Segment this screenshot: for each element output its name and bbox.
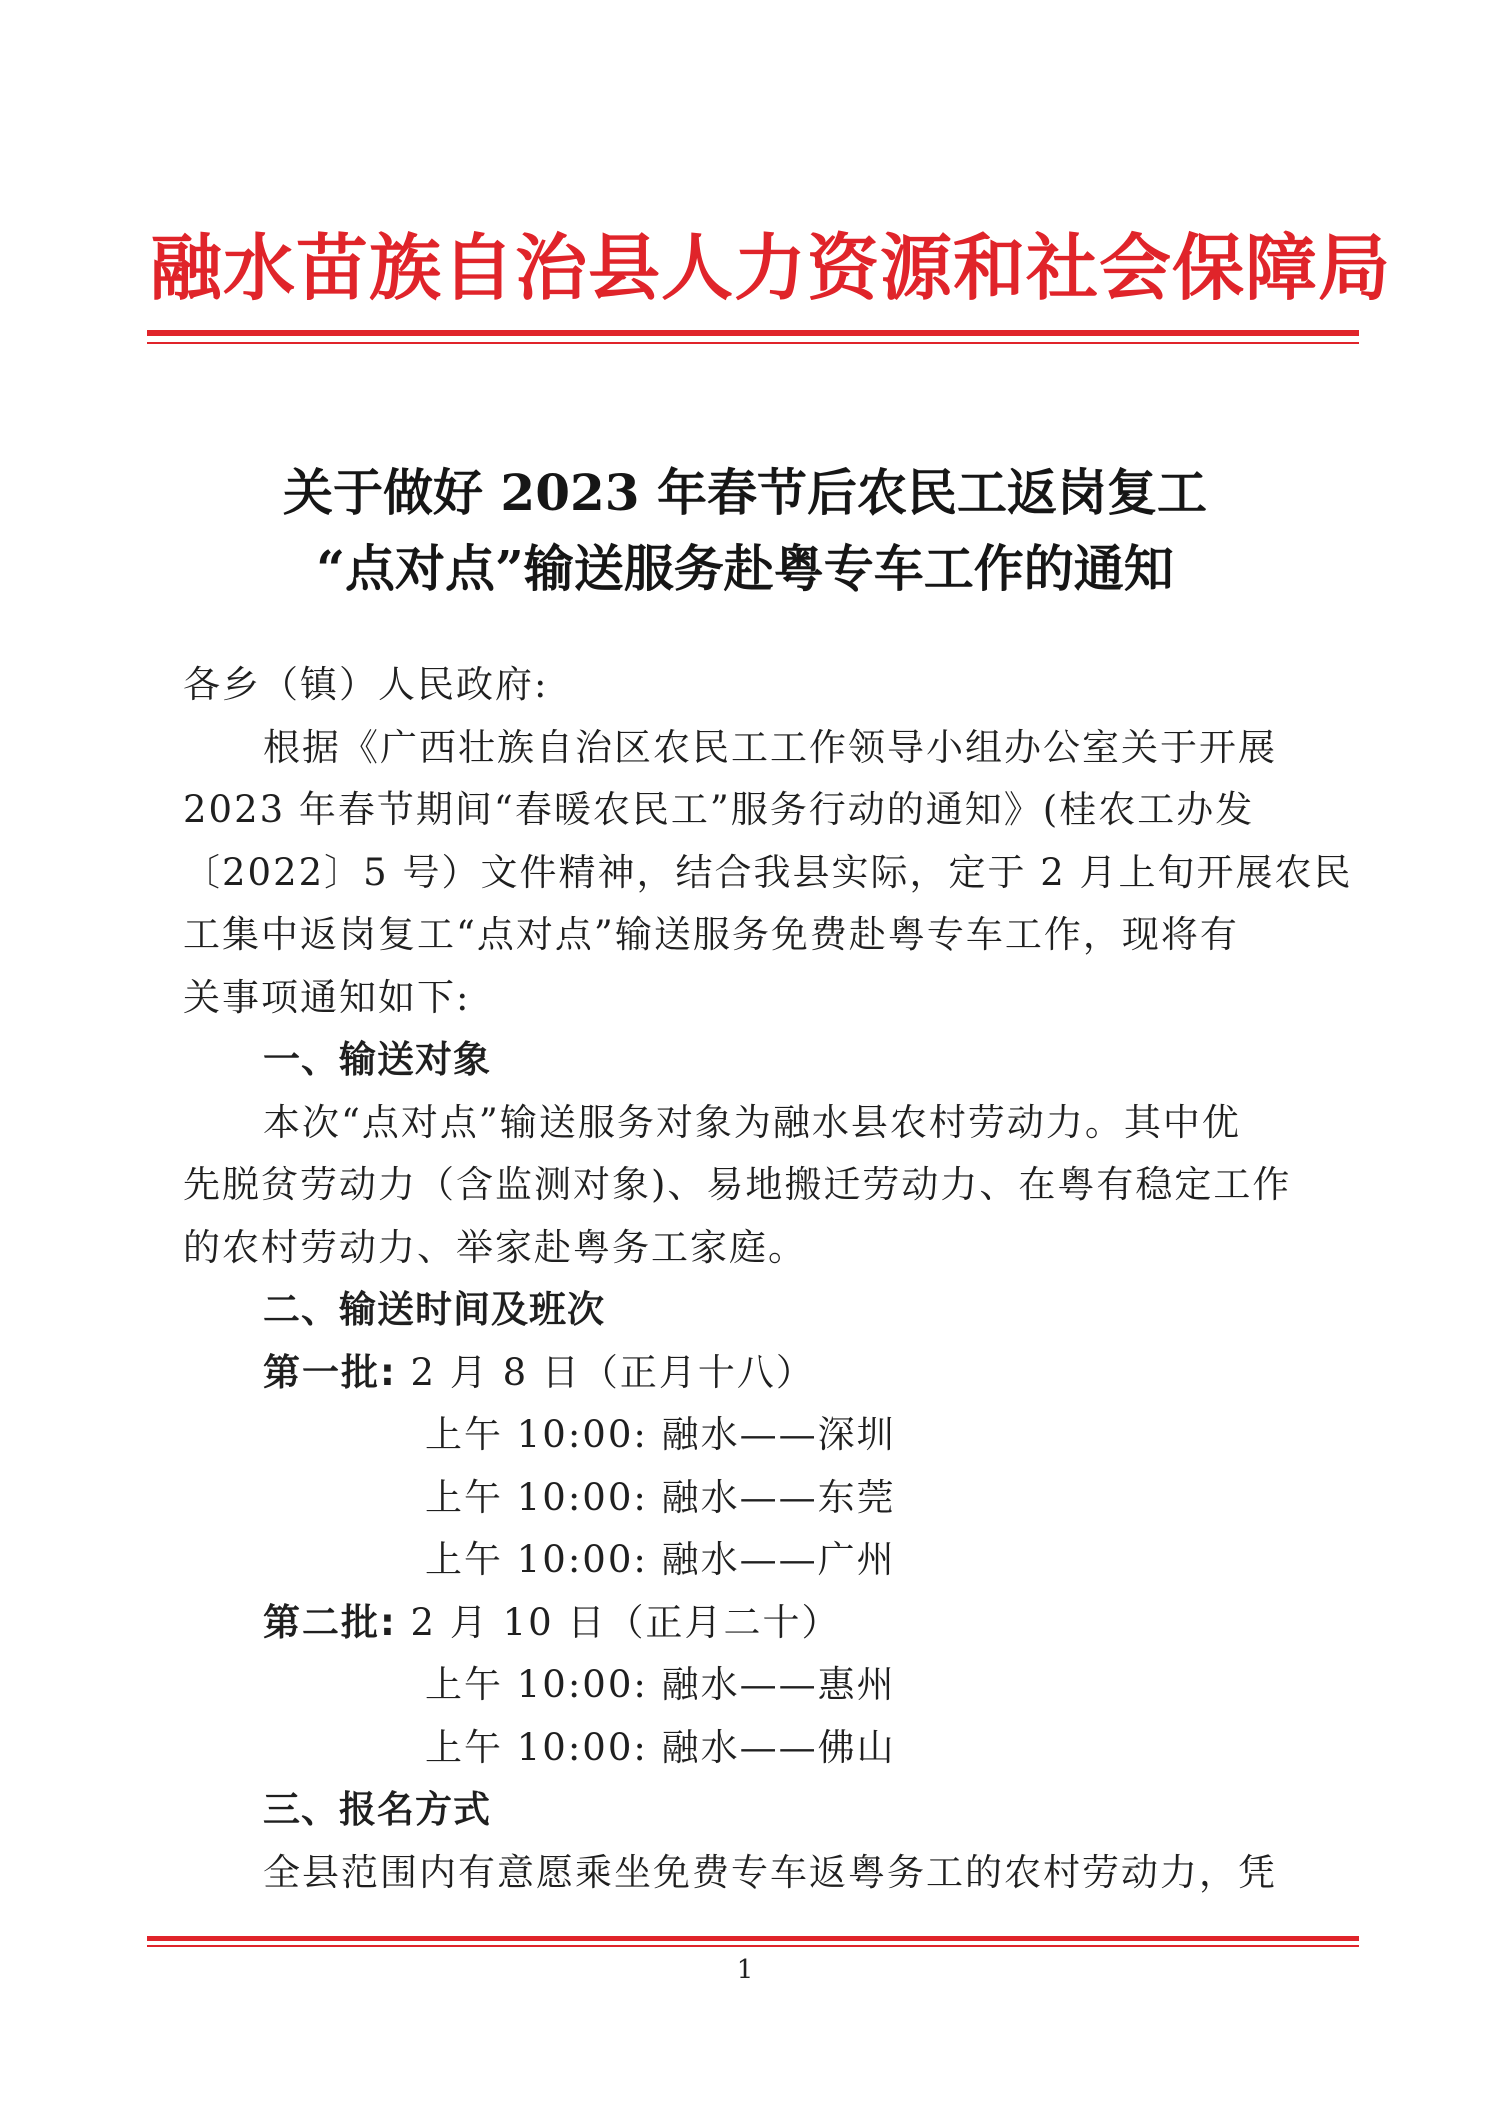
section-heading-1: 一、输送对象 [263,1038,491,1081]
batch-label: 第二批: [263,1600,397,1644]
intro-line: 根据《广西壮族自治区农民工工作领导小组办公室关于开展 [263,725,1277,769]
section-heading-3: 三、报名方式 [263,1788,491,1831]
batch-2 [183,1592,1313,1655]
trip-item: 上午 10:00: 融水——东莞 [425,1475,896,1519]
intro-line: 2023 年春节期间“春暖农民工”服务行动的通知》(桂农工办发 [183,788,1255,831]
letterhead-rule-thin [147,342,1359,344]
batch-1 [183,1342,1313,1405]
document-title [150,455,1340,607]
section-heading-2: 二、输送时间及班次 [263,1288,605,1331]
section3-line: 全县范围内有意愿乘坐免费专车返粤务工的农村劳动力，凭 [263,1850,1277,1894]
trip-item: 上午 10:00: 融水——广州 [425,1538,896,1581]
document-body [183,654,1353,1904]
letterhead-rule-thick [147,330,1359,336]
section1-line: 本次“点对点”输送服务对象为融水县农村劳动力。其中优 [263,1100,1241,1144]
document-title-line-1: 关于做好 2023 年春节后农民工返岗复工 [283,463,1207,522]
intro-line: 工集中返岗复工“点对点”输送服务免费赴粤专车工作，现将有 [183,913,1239,956]
agency-letterhead: 融水苗族自治县人力资源和社会保障局 [150,226,1392,310]
addressee: 各乡（镇）人民政府: [183,663,549,706]
intro-line: 〔2022〕5 号）文件精神，结合我县实际，定于 2 月上旬开展农民 [183,850,1353,894]
intro-line: 关事项通知如下: [183,975,471,1019]
section1-line: 先脱贫劳动力（含监测对象)、易地搬迁劳动力、在粤有稳定工作 [183,1163,1292,1206]
trip-item: 上午 10:00: 融水——惠州 [425,1663,896,1706]
batch-label: 第一批: [263,1350,397,1394]
footer-rule-thin [147,1945,1359,1947]
page-number: 1 [736,1955,754,1985]
batch-date: 2 月 10 日（正月二十） [396,1600,841,1644]
trip-item: 上午 10:00: 融水——深圳 [425,1413,896,1456]
section1-line: 的农村劳动力、举家赴粤务工家庭。 [183,1225,807,1269]
footer-rule-thick [147,1936,1359,1941]
batch-date: 2 月 8 日（正月十八） [396,1350,815,1394]
trip-item: 上午 10:00: 融水——佛山 [425,1725,896,1769]
document-title-line-2: “点对点”输送服务赴粤专车工作的通知 [316,539,1174,598]
